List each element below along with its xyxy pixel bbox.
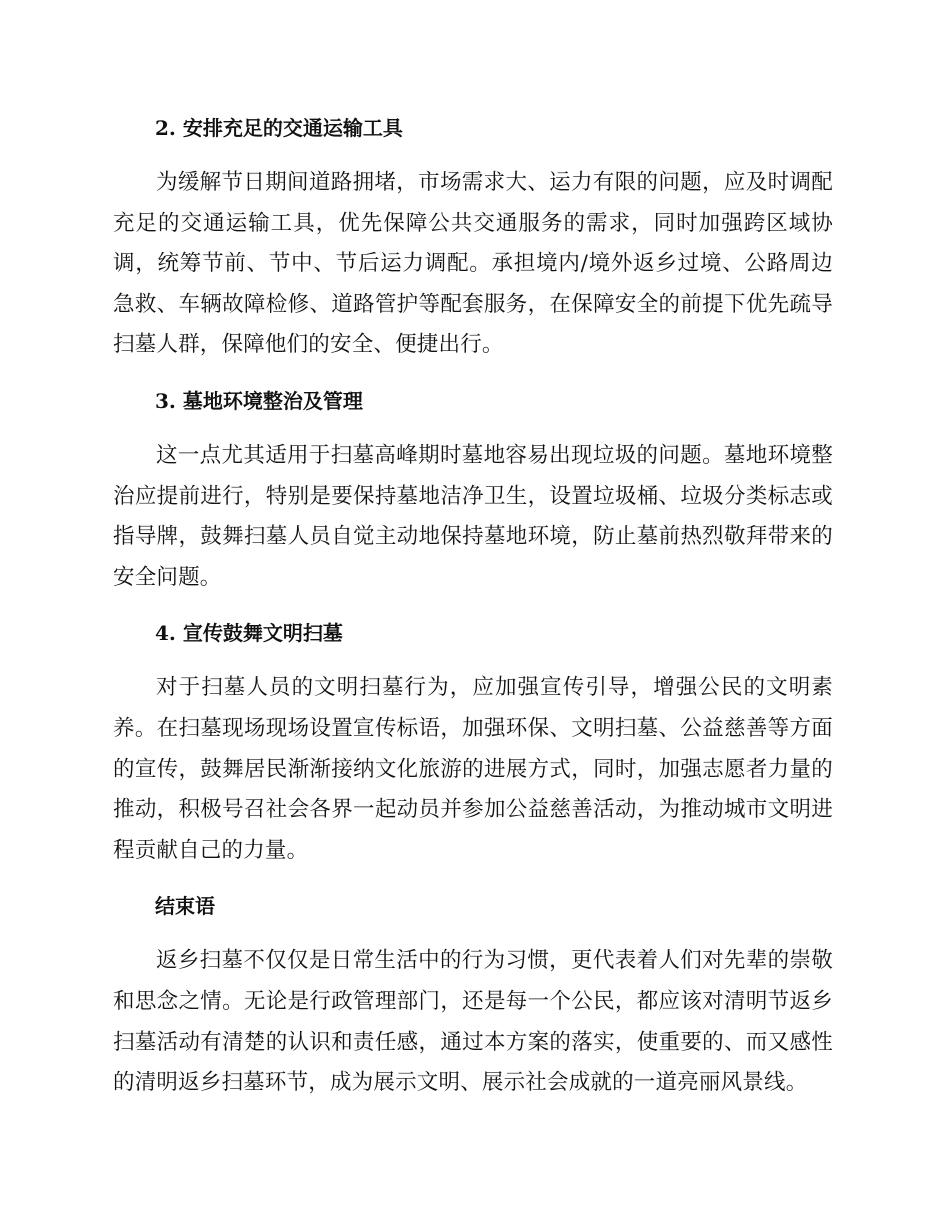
section-heading: 2. 安排充足的交通运输工具 [155,116,403,140]
section-conclusion [113,886,833,1103]
section-publicity [113,613,833,886]
section-paragraph: 这一点尤其适用于扫墓高峰期时墓地容易出现垃圾的问题。墓地环境整治应提前进行，特别是要保持墓地洁净卫生，设置垃圾桶、垃圾分类标志或指导牌，鼓舞扫墓人员自觉主动地保持墓地环境，防止墓前热烈敬拜带来的安全问题。 [113,442,833,590]
section-heading: 结束语 [155,894,215,919]
section-heading: 4. 宣传鼓舞文明扫墓 [155,621,343,646]
document-page [113,108,833,1104]
section-transport [113,108,833,381]
section-paragraph: 为缓解节日期间道路拥堵，市场需求大、运力有限的问题，应及时调配充足的交通运输工具，优先保障公共交通服务的需求，同时加强跨区域协调，统筹节前、节中、节后运力调配。承担境内/境外返乡过境、公路周边急救、车辆故障检修、道路管护等配套服务，在保障安全的前提下优先疏导扫墓人群，保障他们的安全、便捷出行。 [113,170,833,358]
section-paragraph: 对于扫墓人员的文明扫墓行为，应加强宣传引导，增强公民的文明素养。在扫墓现场现场设置宣传标语，加强环保、文明扫墓、公益慈善等方面的宣传，鼓舞居民渐渐接纳文化旅游的进展方式，同时，加强志愿者力量的推动，积极号召社会各界一起动员并参加公益慈善活动，为推动城市文明进程贡献自己的力量。 [113,675,833,863]
section-paragraph: 返乡扫墓不仅仅是日常生活中的行为习惯，更代表着人们对先辈的崇敬和思念之情。无论是行政管理部门，还是每一个公民，都应该对清明节返乡扫墓活动有清楚的认识和责任感，通过本方案的落实，使重要的、而又感性的清明返乡扫墓环节，成为展示文明、展示社会成就的一道亮丽风景线。 [113,948,833,1096]
section-cemetery [113,381,833,613]
section-heading: 3. 墓地环境整治及管理 [155,388,363,413]
